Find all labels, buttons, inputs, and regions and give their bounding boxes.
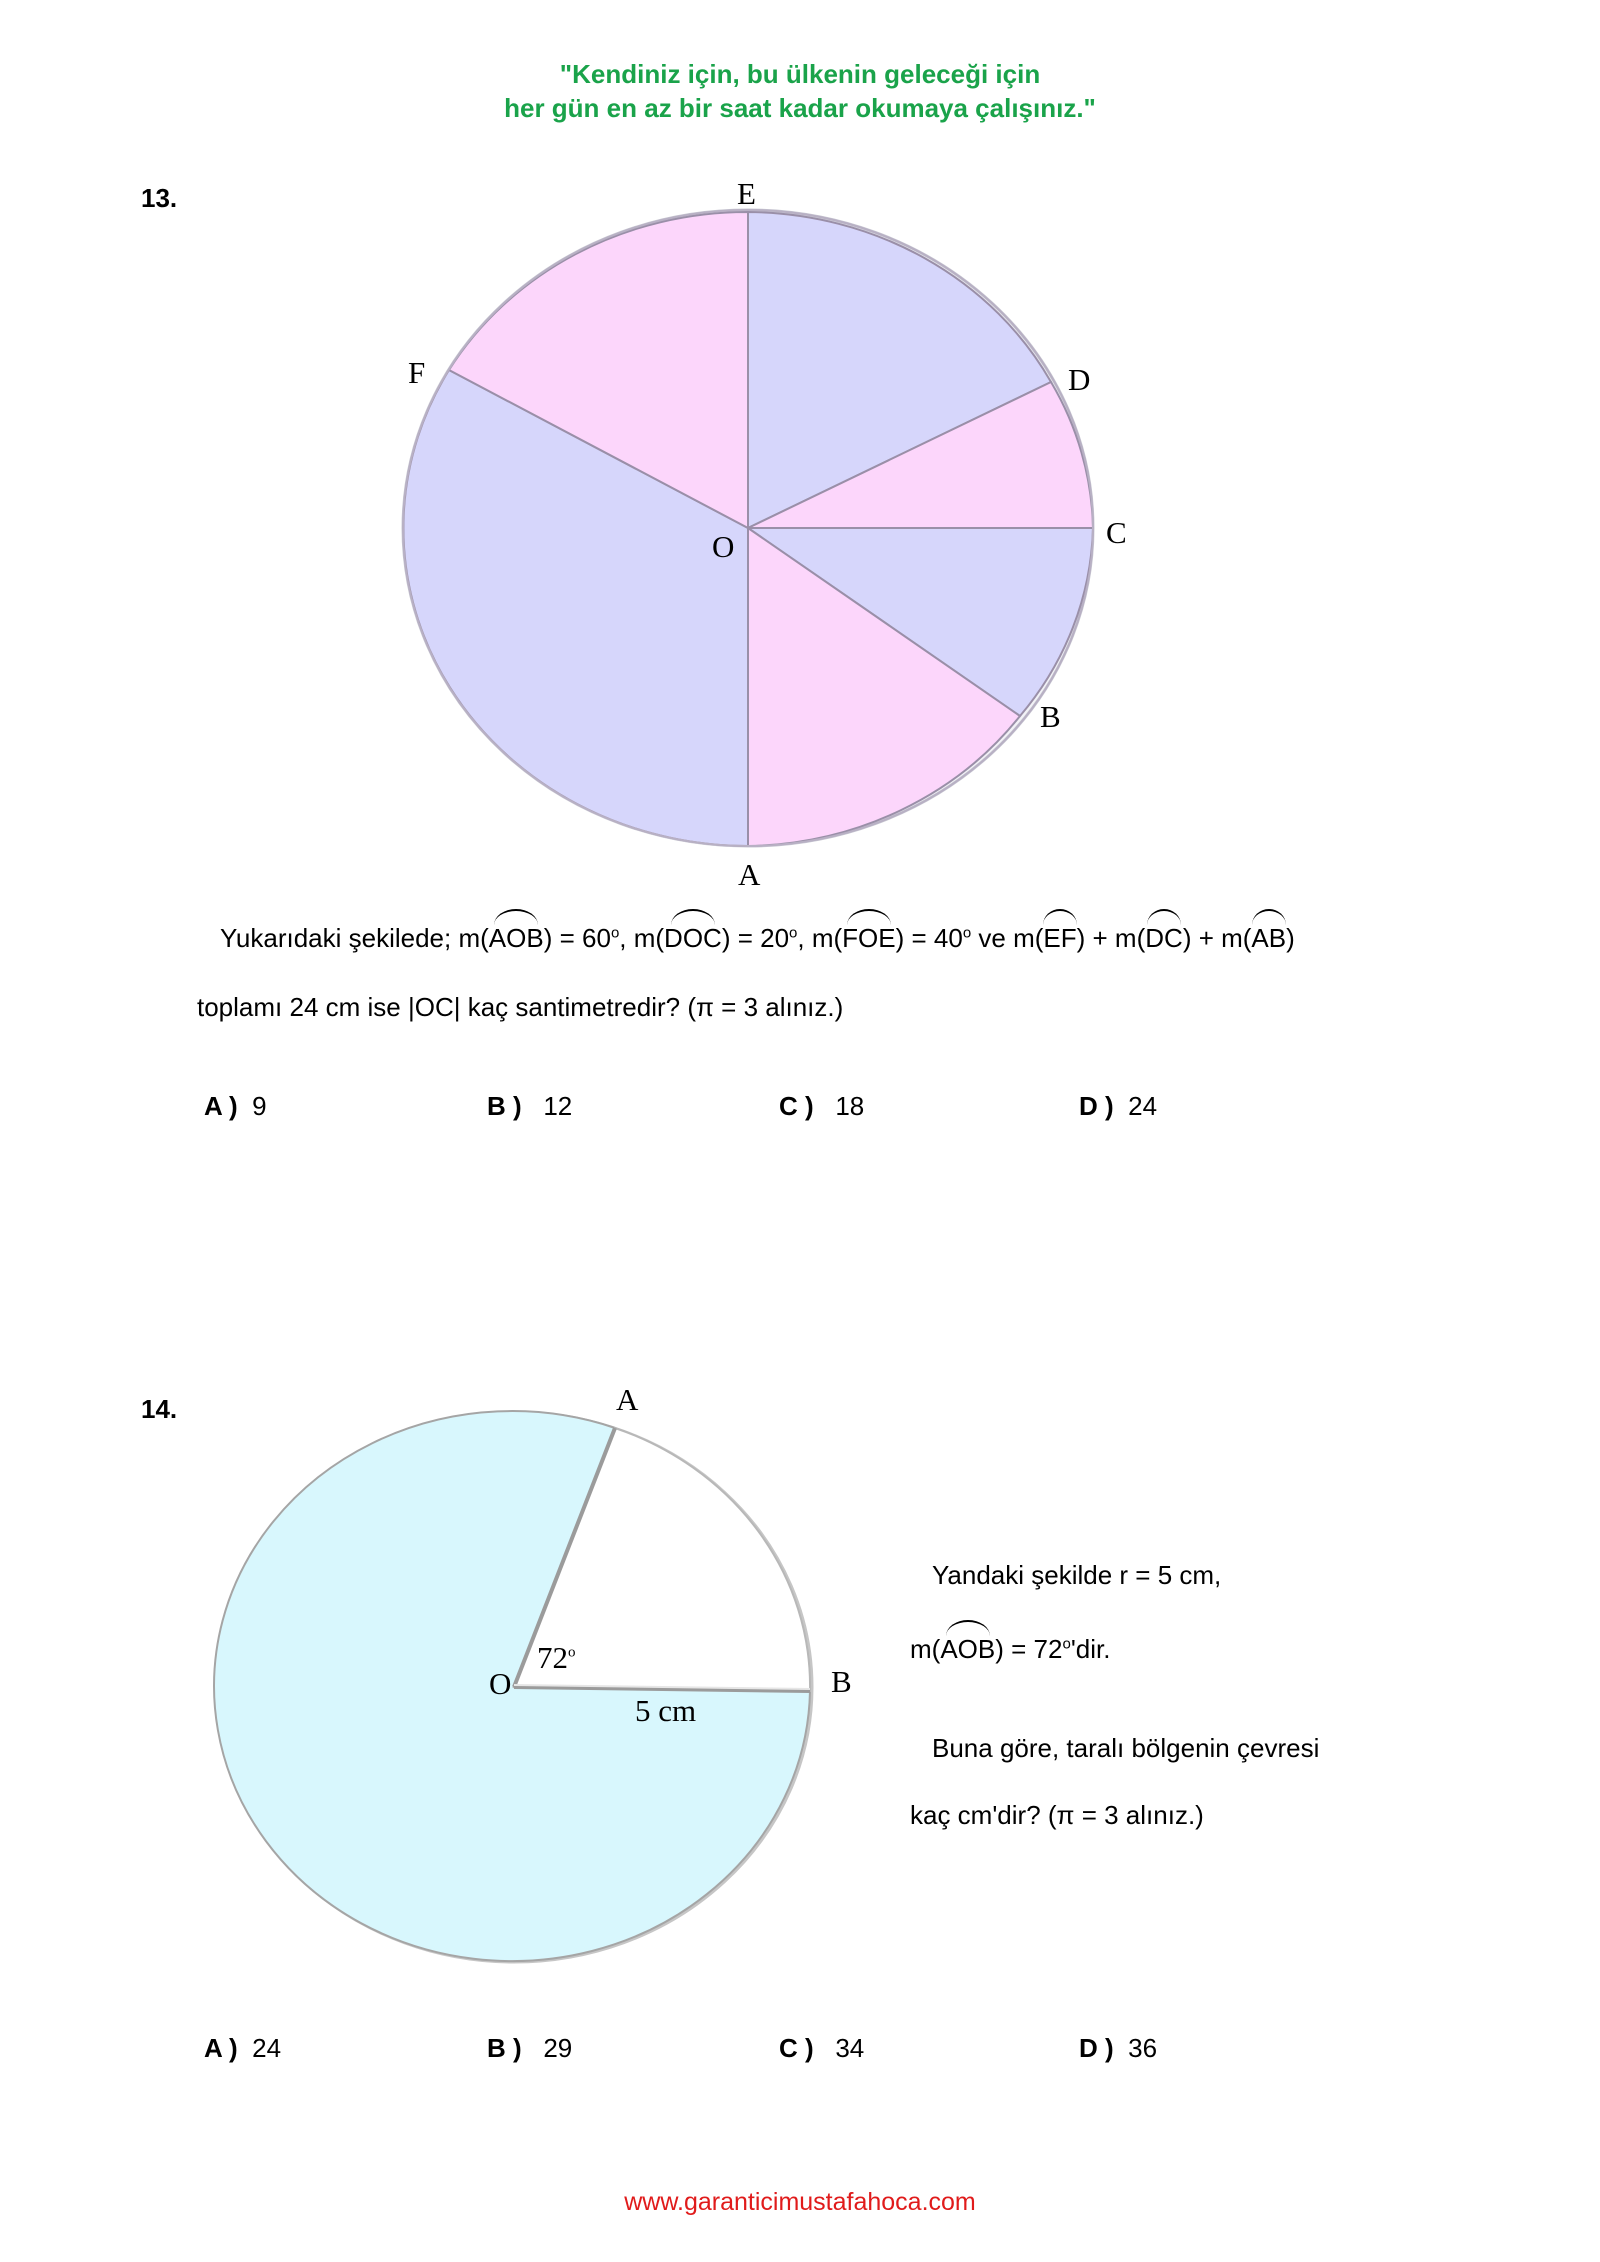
option-letter: A ) <box>204 1091 238 1121</box>
q13-text-part: , m( <box>619 923 665 953</box>
option-value: 29 <box>543 2033 573 2063</box>
q13-label-d: D <box>1068 362 1091 397</box>
option-value: 18 <box>835 1091 865 1121</box>
q14-option-b[interactable] <box>487 2033 572 2064</box>
q13-text-part: ) = 40 <box>895 923 963 953</box>
q14-text-line-2 <box>910 1634 1110 1665</box>
option-value: 34 <box>835 2033 865 2063</box>
q13-arc-ab: AB <box>1251 923 1287 953</box>
q14-label-o: O <box>489 1666 512 1701</box>
q13-degree: o <box>962 924 972 942</box>
q14-text-part: ) = 72 <box>995 1634 1063 1664</box>
q13-text-part: ) = 20 <box>721 923 790 953</box>
angle-value: 72 <box>537 1640 568 1675</box>
q13-arc-dc: DC <box>1145 923 1183 953</box>
option-value: 9 <box>252 1091 267 1121</box>
option-value: 24 <box>1128 1091 1158 1121</box>
q13-text-part: Yukarıdaki şekilede; m( <box>220 923 489 953</box>
question-13-number: 13. <box>141 183 178 213</box>
q14-text-line-3: Buna göre, taralı bölgenin çevresi <box>932 1733 1320 1763</box>
option-letter: B ) <box>487 2033 522 2063</box>
q13-option-a[interactable] <box>204 1091 267 1122</box>
q13-text-part: , m( <box>797 923 843 953</box>
question-14-number: 14. <box>141 1394 178 1424</box>
q14-text-part: 'dir. <box>1070 1634 1111 1664</box>
q14-text-line-4: kaç cm'dir? (π = 3 alınız.) <box>910 1800 1204 1830</box>
q13-label-e: E <box>737 176 756 211</box>
option-letter: C ) <box>779 1091 814 1121</box>
q13-text-part: ) <box>1286 923 1295 953</box>
q13-arc-aob: AOB <box>488 923 544 953</box>
option-value: 36 <box>1128 2033 1158 2063</box>
q13-label-b: B <box>1040 699 1061 734</box>
q13-option-c[interactable] <box>779 1091 864 1122</box>
q14-angle-label <box>537 1640 576 1676</box>
option-letter: B ) <box>487 1091 522 1121</box>
q13-label-o: O <box>712 529 735 564</box>
option-letter: C ) <box>779 2033 814 2063</box>
option-letter: D ) <box>1079 1091 1114 1121</box>
q14-label-b: B <box>831 1664 852 1699</box>
q13-question-line-1 <box>220 923 1295 954</box>
q13-text-part: ) = 60 <box>543 923 611 953</box>
q13-arc-ef: EF <box>1043 923 1077 953</box>
q13-option-b[interactable] <box>487 1091 572 1122</box>
q14-text-line-1: Yandaki şekilde r = 5 cm, <box>932 1560 1222 1590</box>
q13-arc-doc: DOC <box>664 923 722 953</box>
q13-arc-foe: FOE <box>842 923 896 953</box>
q14-label-a: A <box>616 1382 639 1417</box>
angle-degree: o <box>568 1644 576 1661</box>
option-letter: A ) <box>204 2033 238 2063</box>
footer-url[interactable]: www.garanticimustafahoca.com <box>624 2188 976 2216</box>
q14-degree: o <box>1062 1635 1071 1653</box>
option-value: 24 <box>252 2033 282 2063</box>
q14-circle-diagram <box>200 1385 840 1975</box>
q14-arc-aob: AOB <box>940 1634 996 1664</box>
q13-label-a: A <box>738 857 761 892</box>
q13-circle-diagram <box>380 195 1110 855</box>
q14-option-c[interactable] <box>779 2033 864 2064</box>
q13-text-part: ve m( <box>971 923 1044 953</box>
q13-question-line-2: toplamı 24 cm ise |OC| kaç santimetredir? (π = 3 alınız.) <box>197 992 844 1022</box>
q13-text-part: ) + m( <box>1182 923 1252 953</box>
option-value: 12 <box>543 1091 573 1121</box>
q14-text-part: m( <box>910 1634 941 1664</box>
q13-degree: o <box>789 924 798 942</box>
q13-label-f: F <box>408 355 426 390</box>
option-letter: D ) <box>1079 2033 1114 2063</box>
q13-label-c: C <box>1106 515 1127 550</box>
q14-radius-label: 5 cm <box>635 1693 697 1728</box>
motto-line-2: her gün en az bir saat kadar okumaya çalışınız." <box>504 93 1096 123</box>
q14-option-a[interactable] <box>204 2033 281 2064</box>
q14-option-d[interactable] <box>1079 2033 1157 2064</box>
q13-option-d[interactable] <box>1079 1091 1157 1122</box>
q13-degree: o <box>610 924 620 942</box>
motto-line-1: "Kendiniz için, bu ülkenin geleceği için <box>559 59 1041 89</box>
q13-text-part: ) + m( <box>1076 923 1146 953</box>
